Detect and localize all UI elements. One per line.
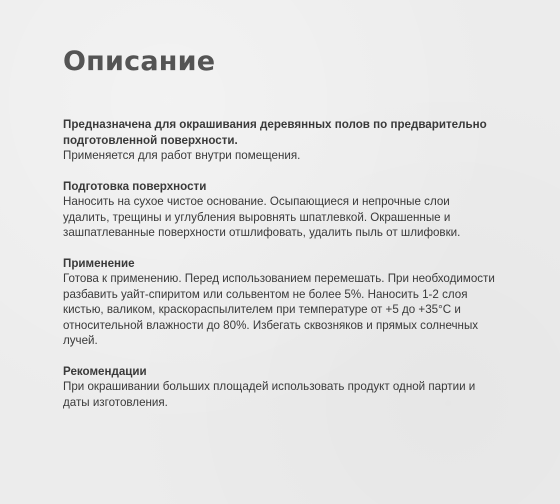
- section-application: [63, 256, 498, 349]
- section-body: При окрашивании больших площадей использовать продукт одной партии и даты изготовления.: [63, 380, 476, 409]
- section-recommendations: [63, 364, 498, 411]
- section-body: Наносить на сухое чистое основание. Осыпающиеся и непрочные слои удалить, трещины и углубления выровнять шпатлевкой. Окрашенные и зашпатлеванные поверхности отшлифовать, удалить пыль от шлифовки.: [63, 195, 461, 239]
- section-heading: Применение: [63, 256, 135, 270]
- section-heading: Подготовка поверхности: [63, 179, 207, 193]
- intro-block: [63, 117, 498, 164]
- intro-usage: Применяется для работ внутри помещения.: [63, 149, 301, 162]
- intro-purpose: Предназначена для окрашивания деревянных полов по предварительно подготовленной поверхности.: [63, 118, 487, 147]
- section-heading: Рекомендации: [63, 364, 147, 378]
- page-title: Описание: [63, 46, 216, 77]
- section-surface-preparation: [63, 179, 498, 241]
- section-body: Готова к применению. Перед использованием перемешать. При необходимости разбавить уайт-спиритом или сольвентом не более 5%. Наносить 1-2 слоя кистью, валиком, краскораспылителем при температуре от +5 до +35°С и относительной влажности до 80%. Избегать сквозняков и прямых солнечных лучей.: [63, 272, 495, 347]
